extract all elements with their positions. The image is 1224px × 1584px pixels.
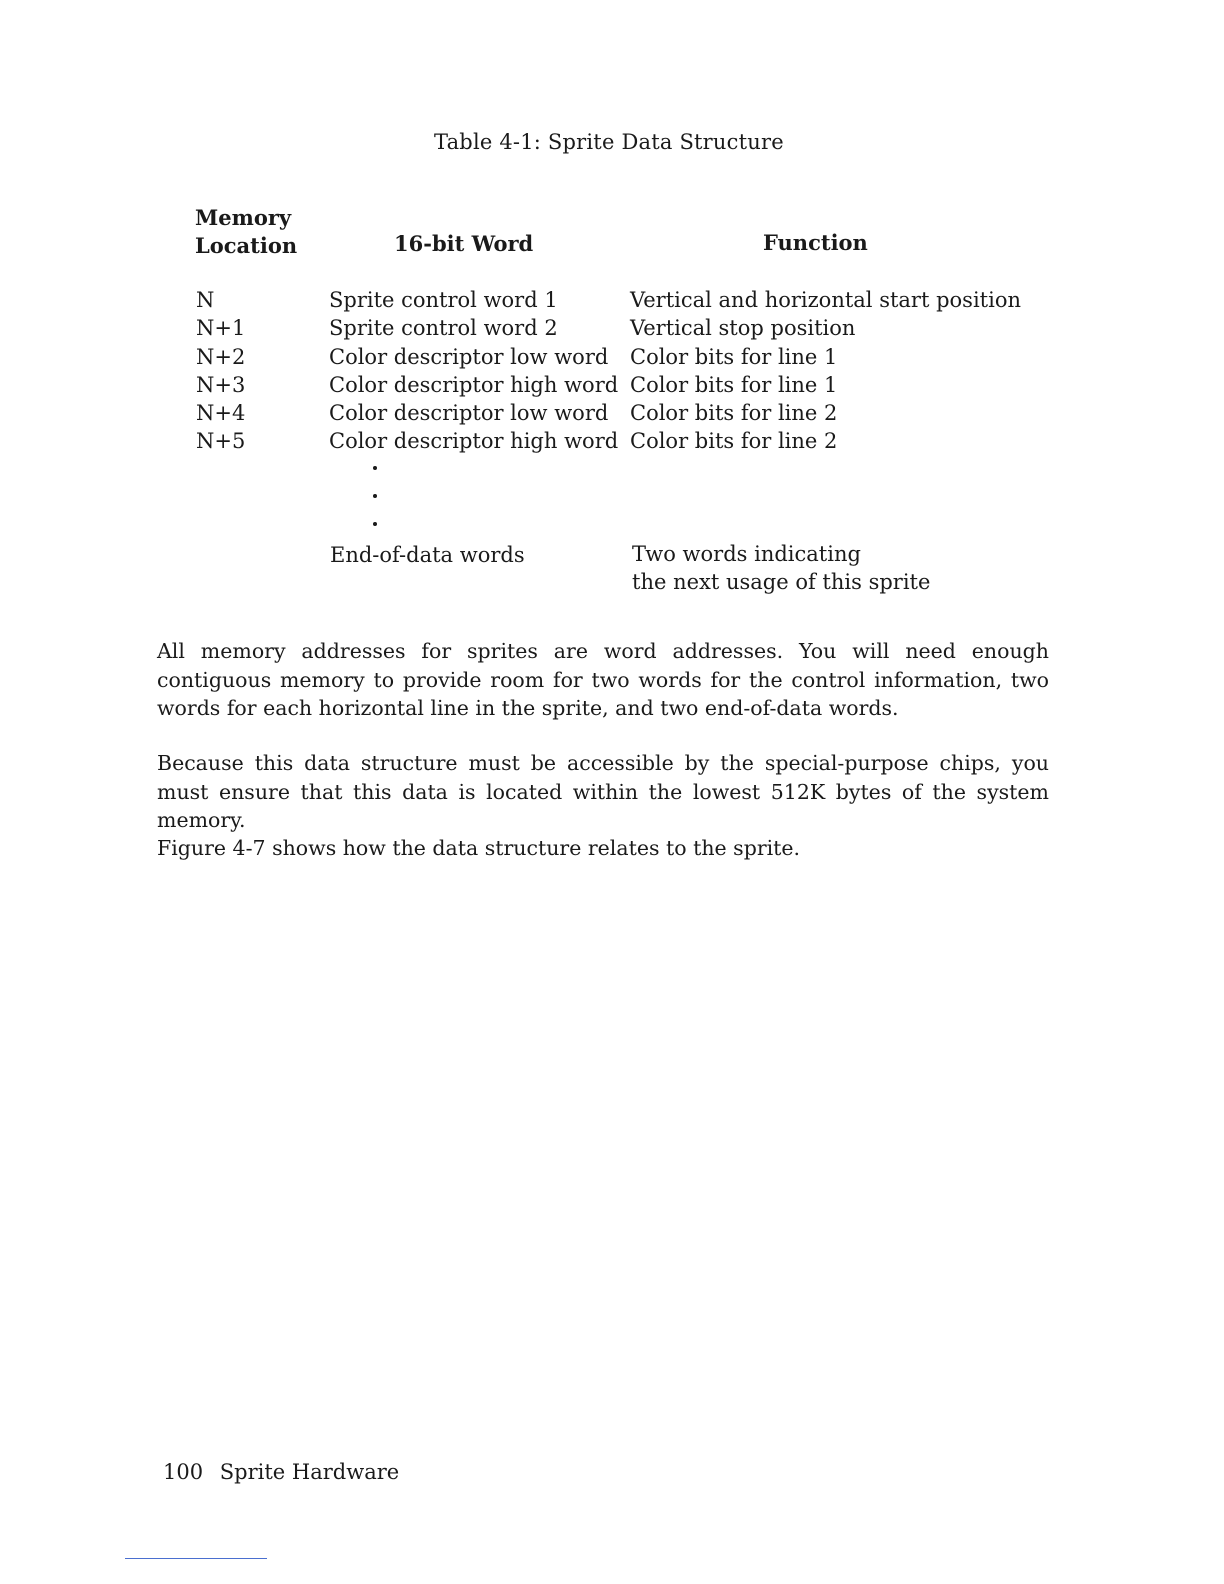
ellipsis-dot <box>373 466 377 470</box>
cell-location: N+5 <box>196 429 246 454</box>
page-footer <box>163 1460 399 1484</box>
continuation-ellipsis <box>373 466 383 550</box>
cell-word: Sprite control word 1 <box>329 288 558 312</box>
cell-function: Vertical stop position <box>630 316 856 341</box>
end-of-data-function <box>632 540 930 596</box>
ellipsis-dot <box>373 494 377 498</box>
cell-function: Color bits for line 2 <box>630 429 838 454</box>
cell-function: Color bits for line 1 <box>630 344 838 369</box>
paragraph-word-addresses: All memory addresses for sprites are word addresses. You will need enough contiguous memory to provide room for two words for the control information, two words for each horizontal line in the sprite, and two end-of-data words. <box>157 639 1049 720</box>
end-of-data-function-line1: Two words indicating <box>632 542 861 566</box>
section-title: Sprite Hardware <box>219 1460 400 1484</box>
cell-location: N+4 <box>196 401 246 426</box>
header-memory-location-line1: Memory <box>195 205 292 230</box>
header-function: Function <box>763 230 868 255</box>
table-body <box>0 286 1224 456</box>
paragraph-memory-location: Because this data structure must be accessible by the special-purpose chips, you must ensure that this data is located within the lowest 512K bytes of the system memory. <box>157 751 1049 832</box>
table-row <box>0 286 1224 314</box>
cell-word: Color descriptor low word <box>329 401 609 426</box>
table-caption: Table 4-1: Sprite Data Structure <box>434 130 784 154</box>
end-of-data-word: End-of-data words <box>330 543 525 567</box>
end-of-data-function-line2: the next usage of this sprite <box>632 570 931 594</box>
table-row <box>0 343 1224 371</box>
cell-location: N+1 <box>196 316 246 341</box>
paragraph-figure-reference: Figure 4-7 shows how the data structure relates to the sprite. <box>157 836 801 860</box>
cell-location: N <box>196 288 215 312</box>
table-row <box>0 314 1224 342</box>
header-16bit-word: 16-bit Word <box>394 231 534 256</box>
cell-word: Color descriptor low word <box>329 344 609 369</box>
header-memory-location-line2: Location <box>195 233 298 258</box>
bottom-rule <box>125 1558 267 1559</box>
ellipsis-dot <box>373 522 377 526</box>
page-number: 100 <box>163 1460 204 1484</box>
header-memory-location <box>195 204 297 260</box>
cell-word: Color descriptor high word <box>329 372 619 397</box>
table-row <box>0 399 1224 427</box>
cell-function: Color bits for line 2 <box>630 401 838 426</box>
cell-location: N+3 <box>196 372 246 397</box>
cell-word: Color descriptor high word <box>329 429 619 454</box>
cell-function: Vertical and horizontal start position <box>630 288 1021 312</box>
cell-function: Color bits for line 1 <box>630 372 838 397</box>
cell-location: N+2 <box>196 344 246 369</box>
table-row <box>0 371 1224 399</box>
cell-word: Sprite control word 2 <box>329 316 558 341</box>
table-row <box>0 427 1224 455</box>
